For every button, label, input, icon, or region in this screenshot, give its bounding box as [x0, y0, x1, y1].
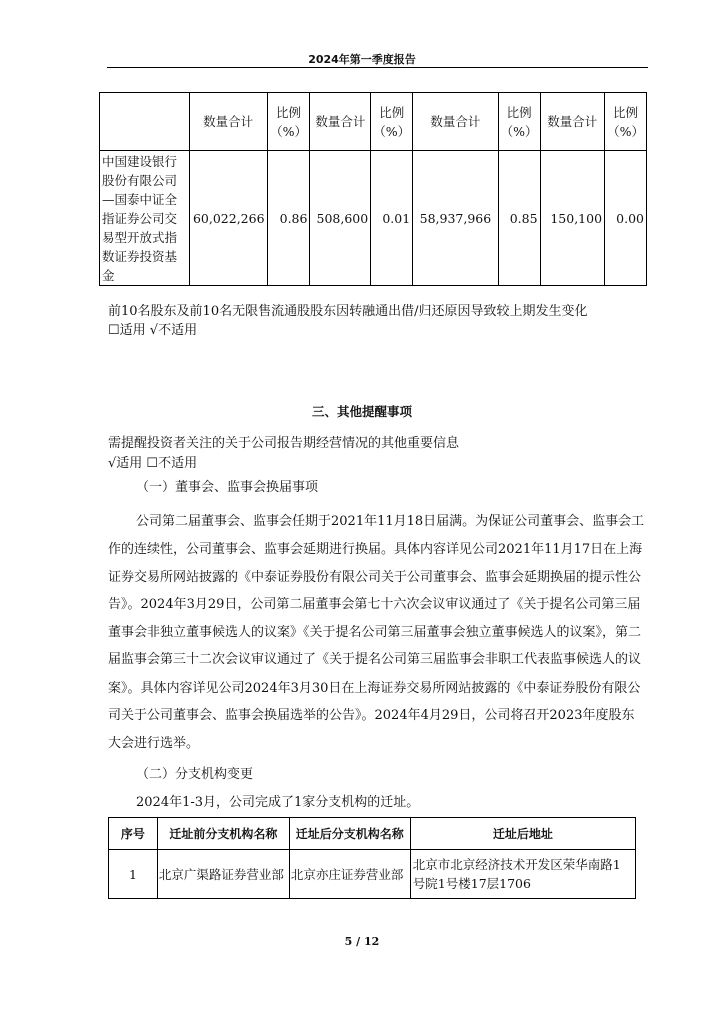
header-cell: 数量合计: [540, 93, 605, 151]
table-header-row: [109, 818, 636, 850]
table-cell: 0.86: [267, 151, 310, 286]
table-cell: 0.00: [605, 151, 647, 286]
header-cell: 数量合计: [413, 93, 498, 151]
header-cell: 迁址前分支机构名称: [157, 818, 289, 850]
table-cell: 508,600: [310, 151, 371, 286]
header-rule: [107, 67, 648, 68]
paragraph-line: 大会进行选举。: [108, 736, 200, 751]
paragraph-line: 作的连续性，公司董事会、监事会延期进行换届。具体内容详见公司2021年11月17日在上海: [108, 542, 643, 557]
paragraph-text: 2024年1-3月，公司完成了1家分支机构的迁址。: [136, 795, 420, 810]
shareholder-table: [99, 92, 647, 286]
header-cell: 数量合计: [189, 93, 267, 151]
table-header-row: [100, 93, 647, 151]
shareholder-name: 中国建设银行股份有限公司—国泰中证全指证券公司交易型开放式指数证券投资基金: [100, 151, 190, 286]
header-cell: 迁址后分支机构名称: [289, 818, 410, 850]
paragraph-line: 司关于公司董事会、监事会换届选举的公告》。2024年4月29日，公司将召开2023年度股东: [108, 708, 635, 723]
header-cell: 迁址后地址: [410, 818, 635, 850]
header-cell: 比例（%）: [605, 93, 647, 151]
intro-text: 需提醒投资者关注的关于公司报告期经营情况的其他重要信息: [108, 436, 460, 451]
header-cell: 比例（%）: [498, 93, 540, 151]
page-header: 2024年第一季度报告: [308, 53, 416, 66]
applicability-option: ☐适用 √不适用: [108, 323, 198, 338]
table-cell: 60,022,266: [189, 151, 267, 286]
table-cell: 0.01: [371, 151, 413, 286]
applicability-option: √适用 ☐不适用: [108, 456, 198, 471]
paragraph-line: 届监事会第三十二次会议审议通过了《关于提名公司第三届监事会非职工代表监事候选人的议: [108, 652, 642, 667]
header-cell: 比例（%）: [371, 93, 413, 151]
header-cell: 比例（%）: [267, 93, 310, 151]
table-cell: 北京亦庄证券营业部: [289, 850, 410, 899]
table-cell: 150,100: [540, 151, 605, 286]
subsection-title: （二）分支机构变更: [136, 767, 254, 782]
header-cell: 数量合计: [310, 93, 371, 151]
table-cell: 58,937,966: [413, 151, 498, 286]
paragraph-line: 董事会非独立董事候选人的议案》《关于提名公司第三届董事会独立董事候选人的议案》，第二: [108, 625, 642, 640]
table-cell: 1: [109, 850, 158, 899]
branch-relocation-table: [108, 817, 636, 899]
table-row: [100, 151, 647, 286]
subsection-title: （一）董事会、监事会换届事项: [136, 480, 319, 495]
paragraph-line: 告》。2024年3月29日，公司第二届董事会第七十六次会议审议通过了《关于提名公司第三届: [108, 597, 641, 612]
header-cell: [100, 93, 190, 151]
paragraph-line: 证券交易所网站披露的《中泰证券股份有限公司关于公司董事会、监事会延期换届的提示性公: [108, 570, 642, 585]
paragraph-line: 公司第二届董事会、监事会任期于2021年11月18日届满。为保证公司董事会、监事会工: [136, 514, 645, 529]
table-cell: 0.85: [498, 151, 540, 286]
header-cell: 序号: [109, 818, 158, 850]
page-number: 5 / 12: [344, 935, 380, 948]
paragraph-line: 案》。具体内容详见公司2024年3月30日在上海证券交易所网站披露的《中泰证券股份有限公: [108, 681, 641, 696]
table-row: [109, 850, 636, 899]
table-cell: 北京市北京经济技术开发区荣华南路1号院1号楼17层1706: [410, 850, 635, 899]
section-heading: 三、其他提醒事项: [311, 404, 412, 419]
note-text: 前10名股东及前10名无限售流通股股东因转融通出借/归还原因导致较上期发生变化: [108, 304, 588, 319]
table-cell: 北京广渠路证券营业部: [157, 850, 289, 899]
